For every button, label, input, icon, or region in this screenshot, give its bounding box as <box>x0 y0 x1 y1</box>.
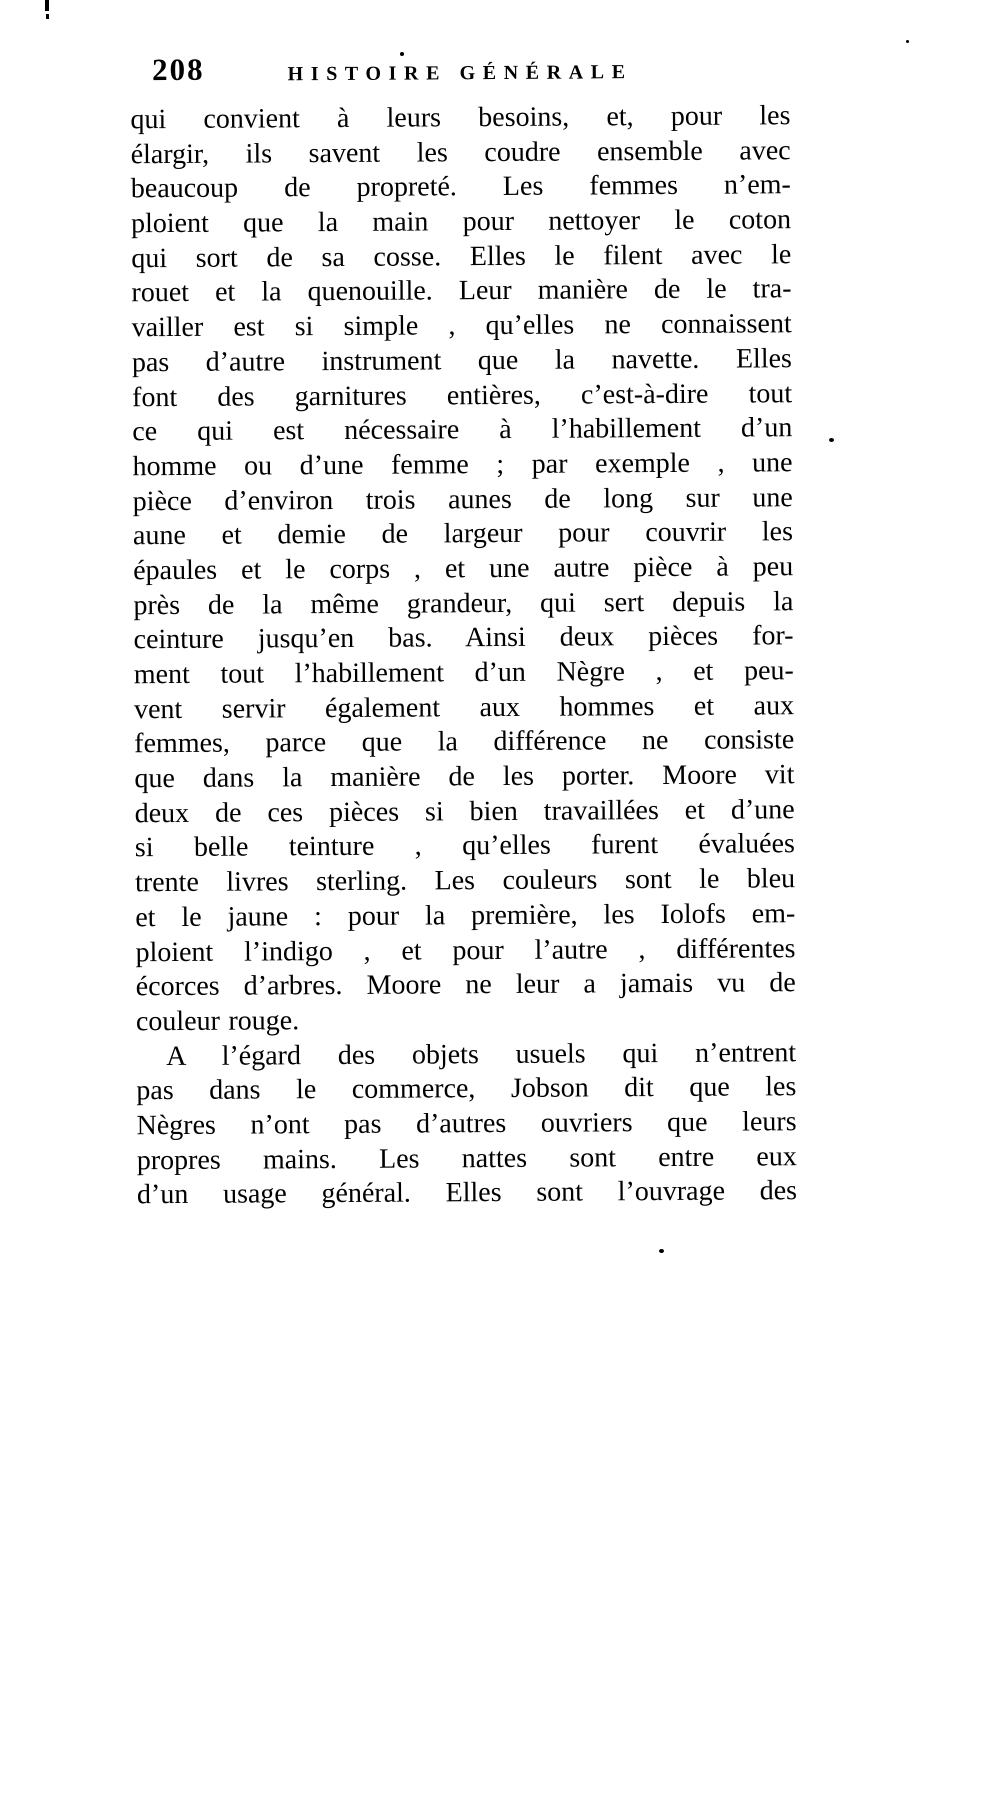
text-line: que dans la manière de les porter. Moore vit <box>134 759 795 795</box>
text-line: aune et demie de largeur pour couvrir les <box>132 516 794 552</box>
text-line: A l’égard des objets usuels qui n’entrent <box>166 1036 797 1072</box>
text-line: rouet et la quenouille. Leur manière de le tra- <box>131 273 792 309</box>
paragraph <box>136 1036 797 1213</box>
running-title: HISTOIRE GÉNÉRALE <box>287 61 633 86</box>
text-line: couleur rouge. <box>135 1005 300 1038</box>
text-line: propres mains. Les nattes sont entre eux <box>136 1140 797 1176</box>
text-line: deux de ces pièces si bien travaillées et d’une <box>134 793 795 829</box>
text-line: écorces d’arbres. Moore ne leur a jamais vu de <box>135 967 796 1003</box>
text-line: font des garnitures entières, c’est-à-dire tout <box>132 377 793 413</box>
text-line: qui sort de sa cosse. Elles le filent avec le <box>131 238 792 274</box>
text-line: pas dans le commerce, Jobson dit que les <box>136 1071 797 1107</box>
text-line: qui convient à leurs besoins, et, pour les <box>130 100 791 136</box>
text-column <box>130 99 797 1213</box>
text-line: pas d’autre instrument que la navette. Elles <box>131 343 792 379</box>
text-line: près de la même grandeur, qui sert depuis la <box>133 585 794 621</box>
text-line: femmes, parce que la différence ne consiste <box>134 724 795 760</box>
text-line: vailler est si simple , qu’elles ne connaissent <box>131 308 792 344</box>
text-line: si belle teinture , qu’elles furent évaluées <box>134 828 795 864</box>
text-line: ploient que la main pour nettoyer le coton <box>130 204 792 240</box>
text-line: et le jaune : pour la première, les Iolofs em- <box>135 898 796 934</box>
text-line: épaules et le corps , et une autre pièce à peu <box>133 551 794 587</box>
text-line: vent servir également aux hommes et aux <box>133 689 795 725</box>
text-line: beaucoup de propreté. Les femmes n’em- <box>130 169 791 205</box>
text-line: ment tout l’habillement d’un Nègre , et peu- <box>133 655 794 691</box>
text-line: élargir, ils savent les coudre ensemble avec <box>130 134 791 170</box>
text-line: d’un usage général. Elles sont l’ouvrage des <box>136 1175 798 1211</box>
page-number: 208 <box>152 51 205 88</box>
page-header <box>130 46 790 96</box>
text-line: ceinture jusqu’en bas. Ainsi deux pièces for- <box>133 620 794 656</box>
paragraph <box>130 99 796 1040</box>
text-line: pièce d’environ trois aunes de long sur une <box>132 481 793 517</box>
text-line: trente livres sterling. Les couleurs sont le bleu <box>134 863 796 899</box>
text-line: ce qui est nécessaire à l’habillement d’un <box>132 412 793 448</box>
text-line: homme ou d’une femme ; par exemple , une <box>132 447 793 483</box>
text-line: Nègres n’ont pas d’autres ouvriers que leurs <box>136 1106 797 1142</box>
text-line: ploient l’indigo , et pour l’autre , différentes <box>135 932 796 968</box>
